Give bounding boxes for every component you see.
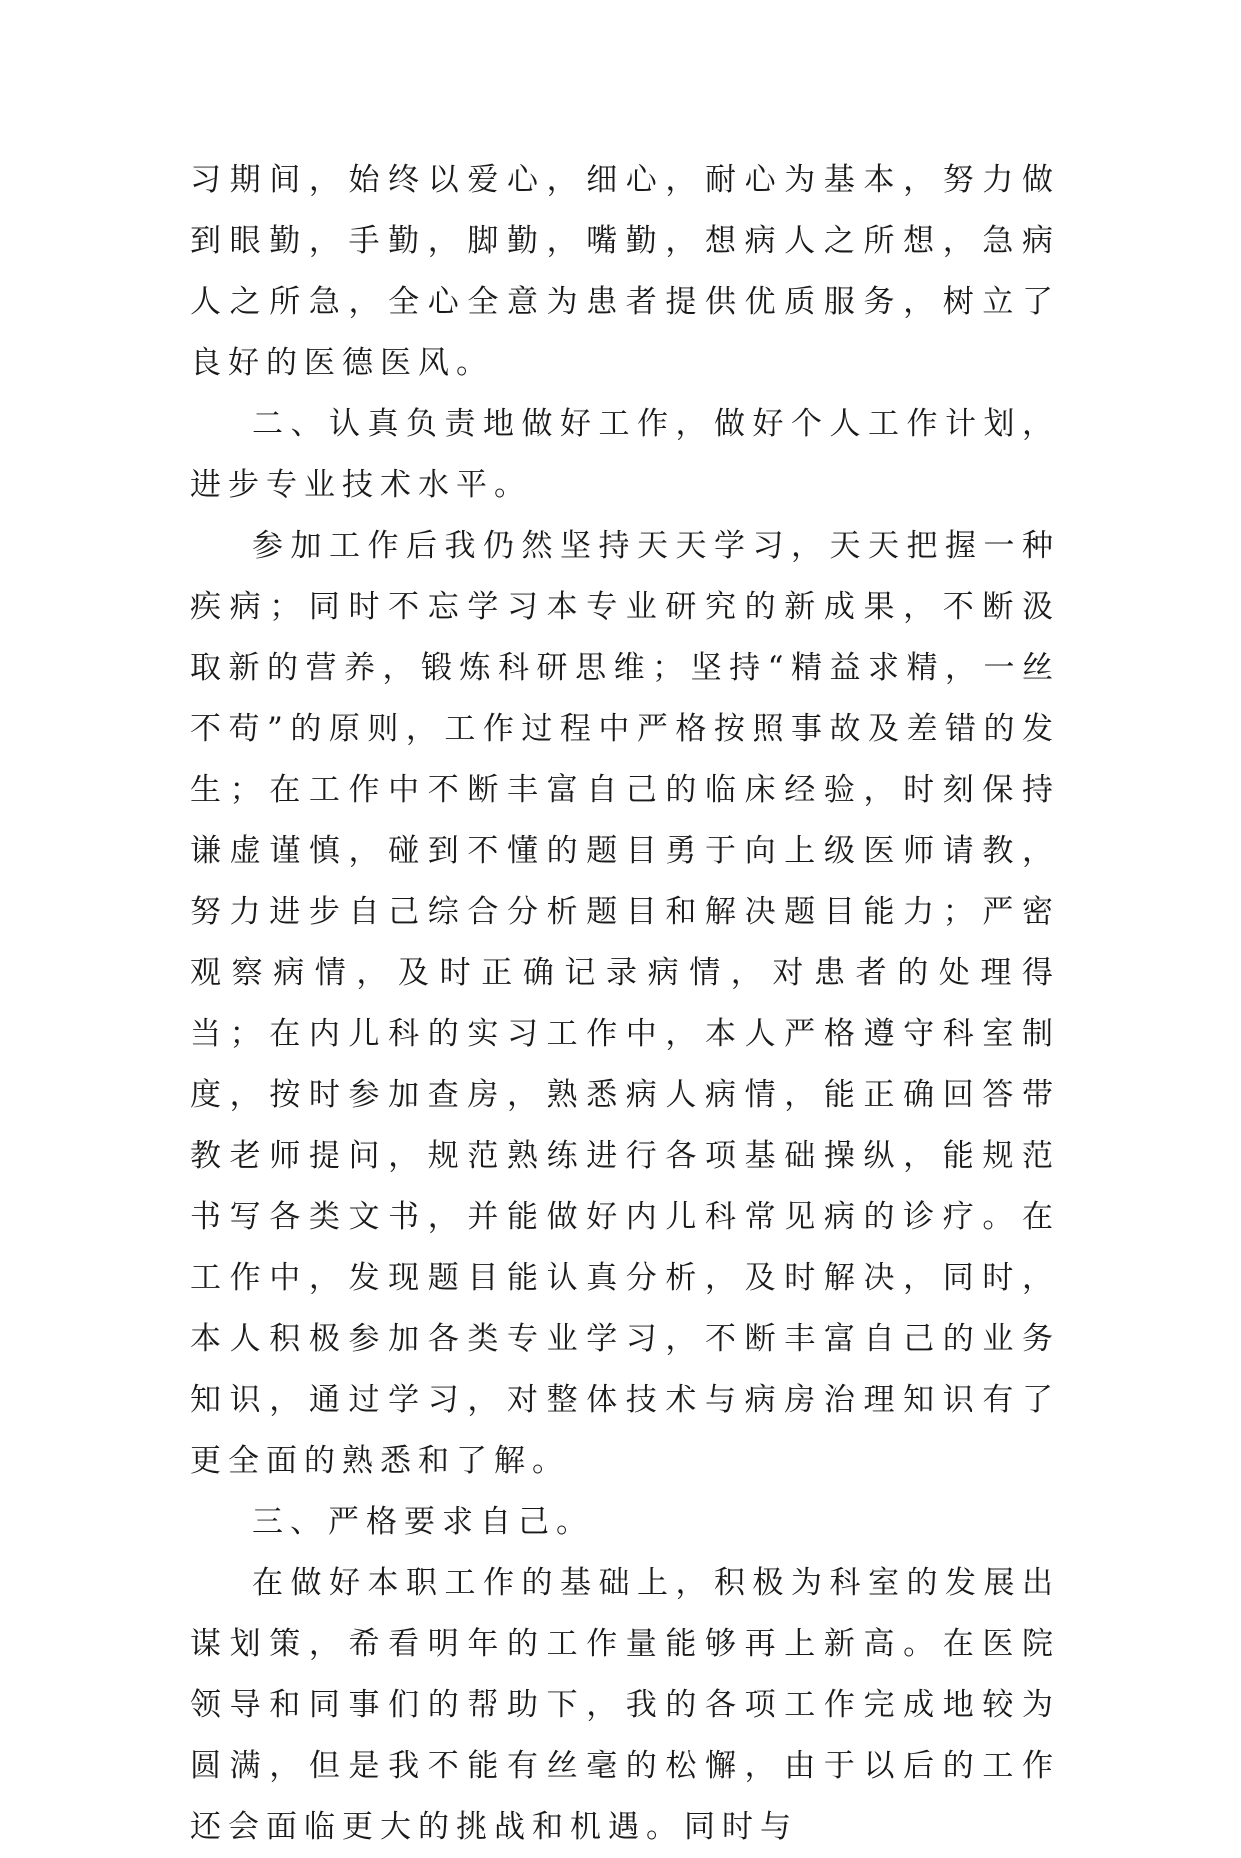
paragraph-5: 在做好本职工作的基础上，积极为科室的发展出谋划策，希看明年的工作量能够再上新高。在医院领导和同事们的帮助下，我的各项工作完成地较为圆满，但是我不能有丝毫的松懈，由于以后的工作还会面临更大的挑战和机遇。同时与 <box>190 1565 1060 1845</box>
paragraph-3: 参加工作后我仍然坚持天天学习，天天把握一种疾病；同时不忘学习本专业研究的新成果，不断汲取新的营养，锻炼科研思维；坚持“精益求精，一丝不苟”的原则，工作过程中严格按照事故及差错的发生；在工作中不断丰富自己的临床经验，时刻保持谦虚谨慎，碰到不懂的题目勇于向上级医师请教，努力进步自己综合分析题目和解决题目能力；严密观察病情，及时正确记录病情，对患者的处理得当；在内儿科的实习工作中，本人严格遵守科室制度，按时参加查房，熟悉病人病情，能正确回答带教老师提问，规范熟练进行各项基础操纵，能规范书写各类文书，并能做好内儿科常见病的诊疗。在工作中，发现题目能认真分析，及时解决，同时，本人积极参加各类专业学习，不断丰富自己的业务知识，通过学习，对整体技术与病房治理知识有了更全面的熟悉和了解。 <box>190 528 1060 1479</box>
paragraph-1: 习期间，始终以爱心，细心，耐心为基本，努力做到眼勤，手勤，脚勤，嘴勤，想病人之所想，急病人之所急，全心全意为患者提供优质服务，树立了良好的医德医风。 <box>190 162 1060 381</box>
section-heading-3: 三、严格要求自己。 <box>252 1504 594 1540</box>
section-heading-2: 二、认真负责地做好工作，做好个人工作计划，进步专业技术水平。 <box>190 406 1060 503</box>
document-page <box>190 150 1060 1858</box>
